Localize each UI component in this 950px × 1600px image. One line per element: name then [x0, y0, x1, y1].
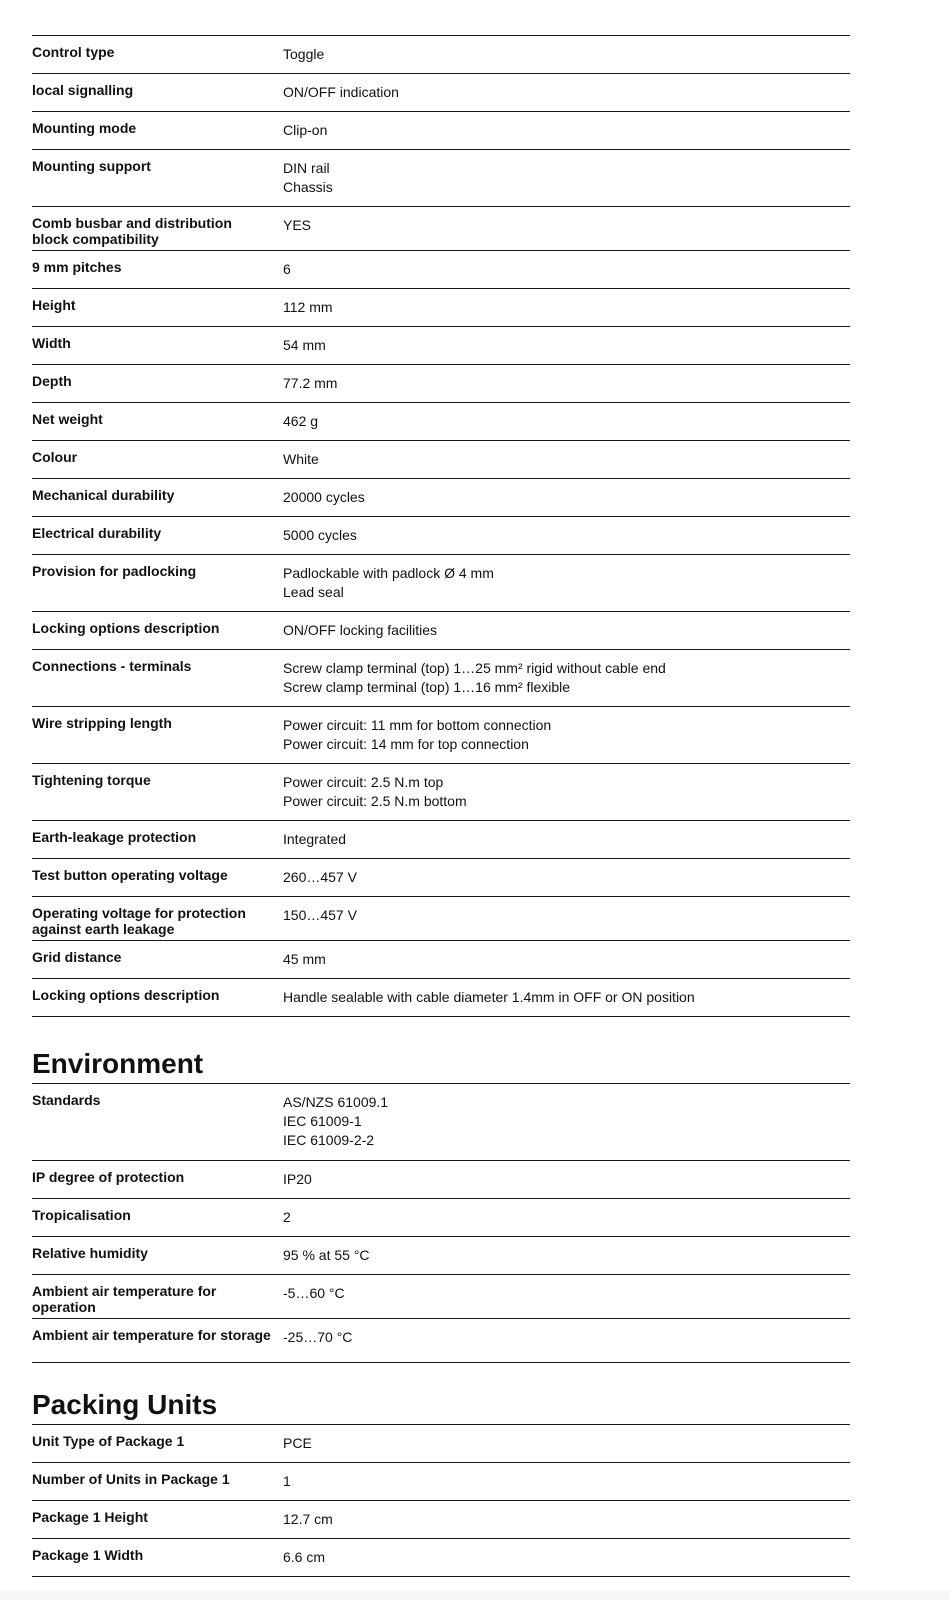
spec-value [283, 260, 291, 279]
characteristics-table [32, 35, 850, 1017]
spec-row [32, 649, 850, 706]
spec-label: 9 mm pitches [32, 259, 122, 275]
environment-heading: Environment [32, 1048, 204, 1079]
spec-row [32, 35, 850, 73]
spec-label: Locking options description [32, 987, 220, 1003]
spec-label: Standards [32, 1092, 101, 1108]
spec-value-line: 95 % at 55 °C [283, 1247, 370, 1263]
spec-row [32, 288, 850, 326]
spec-value [283, 1510, 333, 1529]
spec-value [283, 1246, 370, 1265]
spec-value-line: Clip-on [283, 122, 328, 138]
spec-row [32, 1500, 850, 1538]
spec-label: Colour [32, 449, 78, 465]
packing-units-heading: Packing Units [32, 1389, 218, 1420]
spec-row [32, 1083, 850, 1160]
spec-label: IP degree of protection [32, 1169, 185, 1185]
table-bottom-rule [32, 1016, 850, 1017]
spec-row [32, 206, 850, 250]
spec-value [283, 950, 326, 969]
spec-value-line: Padlockable with padlock Ø 4 mm [283, 565, 494, 581]
spec-value [283, 1328, 352, 1347]
spec-label: Mechanical durability [32, 487, 175, 503]
spec-value-line: Power circuit: 11 mm for bottom connection [283, 717, 552, 733]
spec-value-line: 45 mm [283, 951, 326, 967]
spec-label: Ambient air temperature for operation [32, 1283, 217, 1315]
spec-value-line: 12.7 cm [283, 1511, 333, 1527]
spec-label: Connections - terminals [32, 658, 192, 674]
spec-value [283, 1208, 291, 1227]
spec-label: Locking options description [32, 620, 220, 636]
spec-row [32, 940, 850, 978]
spec-row [32, 1462, 850, 1500]
spec-label: Operating voltage for protection against earth leakage [32, 905, 246, 937]
spec-value [283, 374, 337, 393]
spec-value [283, 621, 437, 640]
spec-value [283, 1472, 291, 1491]
spec-value-line: AS/NZS 61009.1 [283, 1094, 389, 1110]
spec-value-line: 5000 cycles [283, 527, 357, 543]
spec-label: Relative humidity [32, 1245, 148, 1261]
spec-value-line: ON/OFF locking facilities [283, 622, 438, 638]
spec-label: local signalling [32, 82, 134, 98]
spec-value-line: Power circuit: 2.5 N.m top [283, 774, 444, 790]
spec-value-line: 112 mm [283, 299, 333, 315]
table-bottom-rule [32, 1362, 850, 1363]
spec-value-line: IP20 [283, 1171, 312, 1187]
spec-label: Package 1 Height [32, 1509, 148, 1525]
spec-row [32, 1424, 850, 1462]
spec-label: Grid distance [32, 949, 122, 965]
spec-row [32, 364, 850, 402]
spec-label: Comb busbar and distribution block compatibility [32, 215, 232, 247]
spec-value-line: 77.2 mm [283, 375, 338, 391]
spec-row [32, 1198, 850, 1236]
spec-label: Electrical durability [32, 525, 162, 541]
spec-value-line: 150…457 V [283, 907, 357, 923]
spec-value-line: IEC 61009-2-2 [283, 1132, 375, 1148]
spec-row [32, 1538, 850, 1576]
spec-value [283, 1434, 312, 1453]
spec-row [32, 858, 850, 896]
spec-row [32, 706, 850, 763]
spec-label: Number of Units in Package 1 [32, 1471, 230, 1487]
spec-value [283, 450, 319, 469]
spec-value [283, 83, 399, 102]
spec-value-line: PCE [283, 1435, 312, 1451]
spec-value [283, 988, 695, 1007]
spec-value [283, 45, 324, 64]
spec-row [32, 896, 850, 940]
spec-value-line: -5…60 °C [283, 1285, 345, 1301]
spec-value [283, 773, 467, 811]
spec-label: Package 1 Width [32, 1547, 144, 1563]
spec-value [283, 336, 326, 355]
spec-label: Wire stripping length [32, 715, 172, 731]
spec-value-line: Power circuit: 14 mm for top connection [283, 736, 529, 752]
spec-value-line: Toggle [283, 46, 325, 62]
spec-row [32, 1160, 850, 1198]
spec-value [283, 1170, 312, 1189]
spec-row [32, 763, 850, 820]
spec-value-line: Power circuit: 2.5 N.m bottom [283, 793, 467, 809]
spec-label: Mounting support [32, 158, 151, 174]
spec-label: Width [32, 335, 71, 351]
spec-row [32, 250, 850, 288]
table-bottom-rule [32, 1576, 850, 1577]
spec-value-line: 6.6 cm [283, 1549, 326, 1565]
spec-value-line: 20000 cycles [283, 489, 365, 505]
spec-row [32, 478, 850, 516]
spec-value-line: White [283, 451, 319, 467]
spec-value-line: Chassis [283, 179, 333, 195]
spec-label: Mounting mode [32, 120, 137, 136]
spec-row [32, 820, 850, 858]
spec-value [283, 298, 333, 317]
spec-value-line: Screw clamp terminal (top) 1…16 mm² flexible [283, 679, 571, 695]
spec-value [283, 1284, 345, 1303]
spec-row [32, 1318, 850, 1362]
spec-row [32, 611, 850, 649]
spec-value [283, 526, 357, 545]
spec-row [32, 554, 850, 611]
spec-label: Provision for padlocking [32, 563, 197, 579]
spec-value [283, 159, 333, 197]
spec-value [283, 564, 494, 602]
spec-value-line: 6 [283, 261, 291, 277]
spec-row [32, 326, 850, 364]
spec-value [283, 488, 365, 507]
spec-value [283, 906, 357, 925]
spec-value [283, 830, 346, 849]
spec-label: Ambient air temperature for storage [32, 1327, 271, 1343]
spec-row [32, 1236, 850, 1274]
spec-row [32, 978, 850, 1016]
spec-value-line: YES [283, 217, 312, 233]
spec-value-line: ON/OFF indication [283, 84, 399, 100]
spec-row [32, 402, 850, 440]
environment-table [32, 1083, 850, 1363]
spec-value [283, 868, 357, 887]
spec-row [32, 1274, 850, 1318]
spec-value-line: Screw clamp terminal (top) 1…25 mm² rigid without cable end [283, 660, 666, 676]
spec-value [283, 659, 666, 697]
spec-label: Test button operating voltage [32, 867, 228, 883]
spec-label: Net weight [32, 411, 103, 427]
spec-value [283, 121, 327, 140]
spec-value [283, 716, 551, 754]
spec-label: Earth-leakage protection [32, 829, 197, 845]
spec-row [32, 516, 850, 554]
spec-row [32, 149, 850, 206]
spec-value-line: IEC 61009-1 [283, 1113, 362, 1129]
spec-value-line: Integrated [283, 831, 347, 847]
spec-value-line: 54 mm [283, 337, 326, 353]
spec-value-line: Handle sealable with cable diameter 1.4mm in OFF or ON position [283, 989, 695, 1005]
spec-label: Unit Type of Package 1 [32, 1433, 185, 1449]
spec-label: Height [32, 297, 76, 313]
spec-value-line: 2 [283, 1209, 291, 1225]
spec-value-line: Lead seal [283, 584, 344, 600]
spec-value [283, 412, 318, 431]
spec-label: Tightening torque [32, 772, 151, 788]
spec-row [32, 111, 850, 149]
spec-label: Depth [32, 373, 72, 389]
spec-value-line: 462 g [283, 413, 319, 429]
spec-value-line: DIN rail [283, 160, 330, 176]
spec-label: Control type [32, 44, 115, 60]
spec-row [32, 73, 850, 111]
spec-value-line: -25…70 °C [283, 1329, 353, 1345]
spec-value [283, 216, 311, 235]
packing-units-table [32, 1424, 850, 1577]
spec-label: Tropicalisation [32, 1207, 131, 1223]
spec-value-line: 1 [283, 1473, 291, 1489]
spec-value [283, 1548, 325, 1567]
spec-value [283, 1093, 388, 1150]
spec-value-line: 260…457 V [283, 869, 357, 885]
spec-row [32, 440, 850, 478]
